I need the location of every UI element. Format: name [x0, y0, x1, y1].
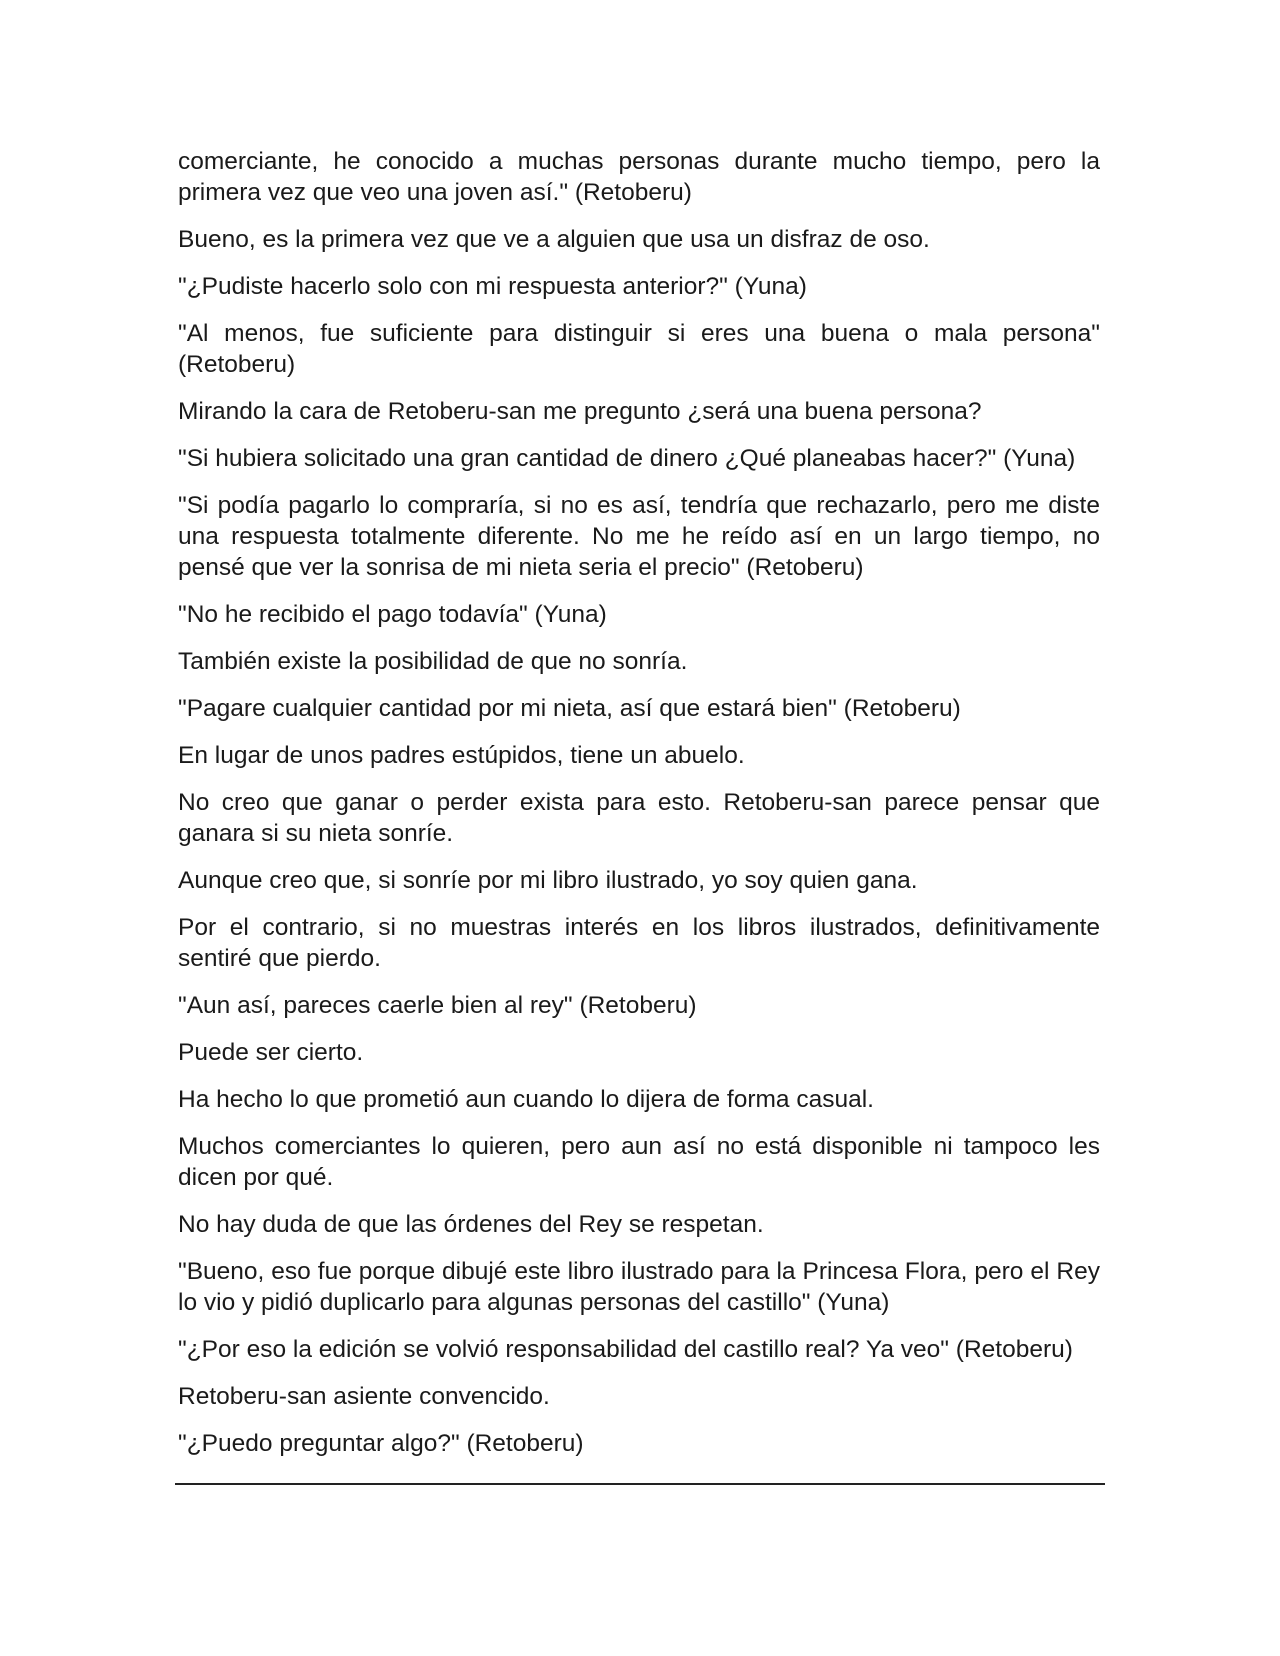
paragraph: Retoberu-san asiente convencido.: [178, 1383, 550, 1410]
document-body: [178, 146, 1100, 1459]
paragraph: "¿Pudiste hacerlo solo con mi respuesta anterior?" (Yuna): [178, 273, 807, 300]
paragraph: En lugar de unos padres estúpidos, tiene un abuelo.: [178, 742, 745, 769]
paragraph: "Bueno, eso fue porque dibujé este libro ilustrado para la Princesa Flora, pero el Rey lo vio y pidió duplicarlo para algunas personas del castillo" (Yuna): [178, 1258, 1100, 1316]
paragraph: Ha hecho lo que prometió aun cuando lo dijera de forma casual.: [178, 1086, 874, 1113]
paragraph: Puede ser cierto.: [178, 1039, 364, 1066]
paragraph: Aunque creo que, si sonríe por mi libro ilustrado, yo soy quien gana.: [178, 867, 918, 894]
paragraph: Por el contrario, si no muestras interés en los libros ilustrados, definitivamente sentiré que pierdo.: [178, 914, 1100, 972]
paragraph: "No he recibido el pago todavía" (Yuna): [178, 601, 607, 628]
paragraph: "¿Por eso la edición se volvió responsabilidad del castillo real? Ya veo" (Retoberu): [178, 1336, 1073, 1363]
paragraph: "Aun así, pareces caerle bien al rey" (Retoberu): [178, 992, 697, 1019]
paragraph: "Pagare cualquier cantidad por mi nieta, así que estará bien" (Retoberu): [178, 695, 961, 722]
footer-divider: [175, 1483, 1105, 1485]
paragraph: comerciante, he conocido a muchas personas durante mucho tiempo, pero la primera vez que veo una joven así." (Retoberu): [178, 148, 1100, 206]
paragraph: "Si podía pagarlo lo compraría, si no es así, tendría que rechazarlo, pero me diste una respuesta totalmente diferente. No me he reído así en un largo tiempo, no pensé que ver la sonrisa de mi nieta seria el precio" (Retoberu): [178, 492, 1100, 581]
paragraph: No hay duda de que las órdenes del Rey se respetan.: [178, 1211, 764, 1238]
paragraph: Muchos comerciantes lo quieren, pero aun así no está disponible ni tampoco les dicen por qué.: [178, 1133, 1100, 1191]
paragraph: "Al menos, fue suficiente para distinguir si eres una buena o mala persona" (Retoberu): [178, 320, 1100, 378]
paragraph: También existe la posibilidad de que no sonría.: [178, 648, 688, 675]
paragraph: "Si hubiera solicitado una gran cantidad de dinero ¿Qué planeabas hacer?" (Yuna): [178, 445, 1076, 472]
paragraph: "¿Puedo preguntar algo?" (Retoberu): [178, 1430, 584, 1457]
paragraph: No creo que ganar o perder exista para esto. Retoberu-san parece pensar que ganara si su nieta sonríe.: [178, 789, 1100, 847]
paragraph: Bueno, es la primera vez que ve a alguien que usa un disfraz de oso.: [178, 226, 930, 253]
paragraph: Mirando la cara de Retoberu-san me pregunto ¿será una buena persona?: [178, 398, 982, 425]
